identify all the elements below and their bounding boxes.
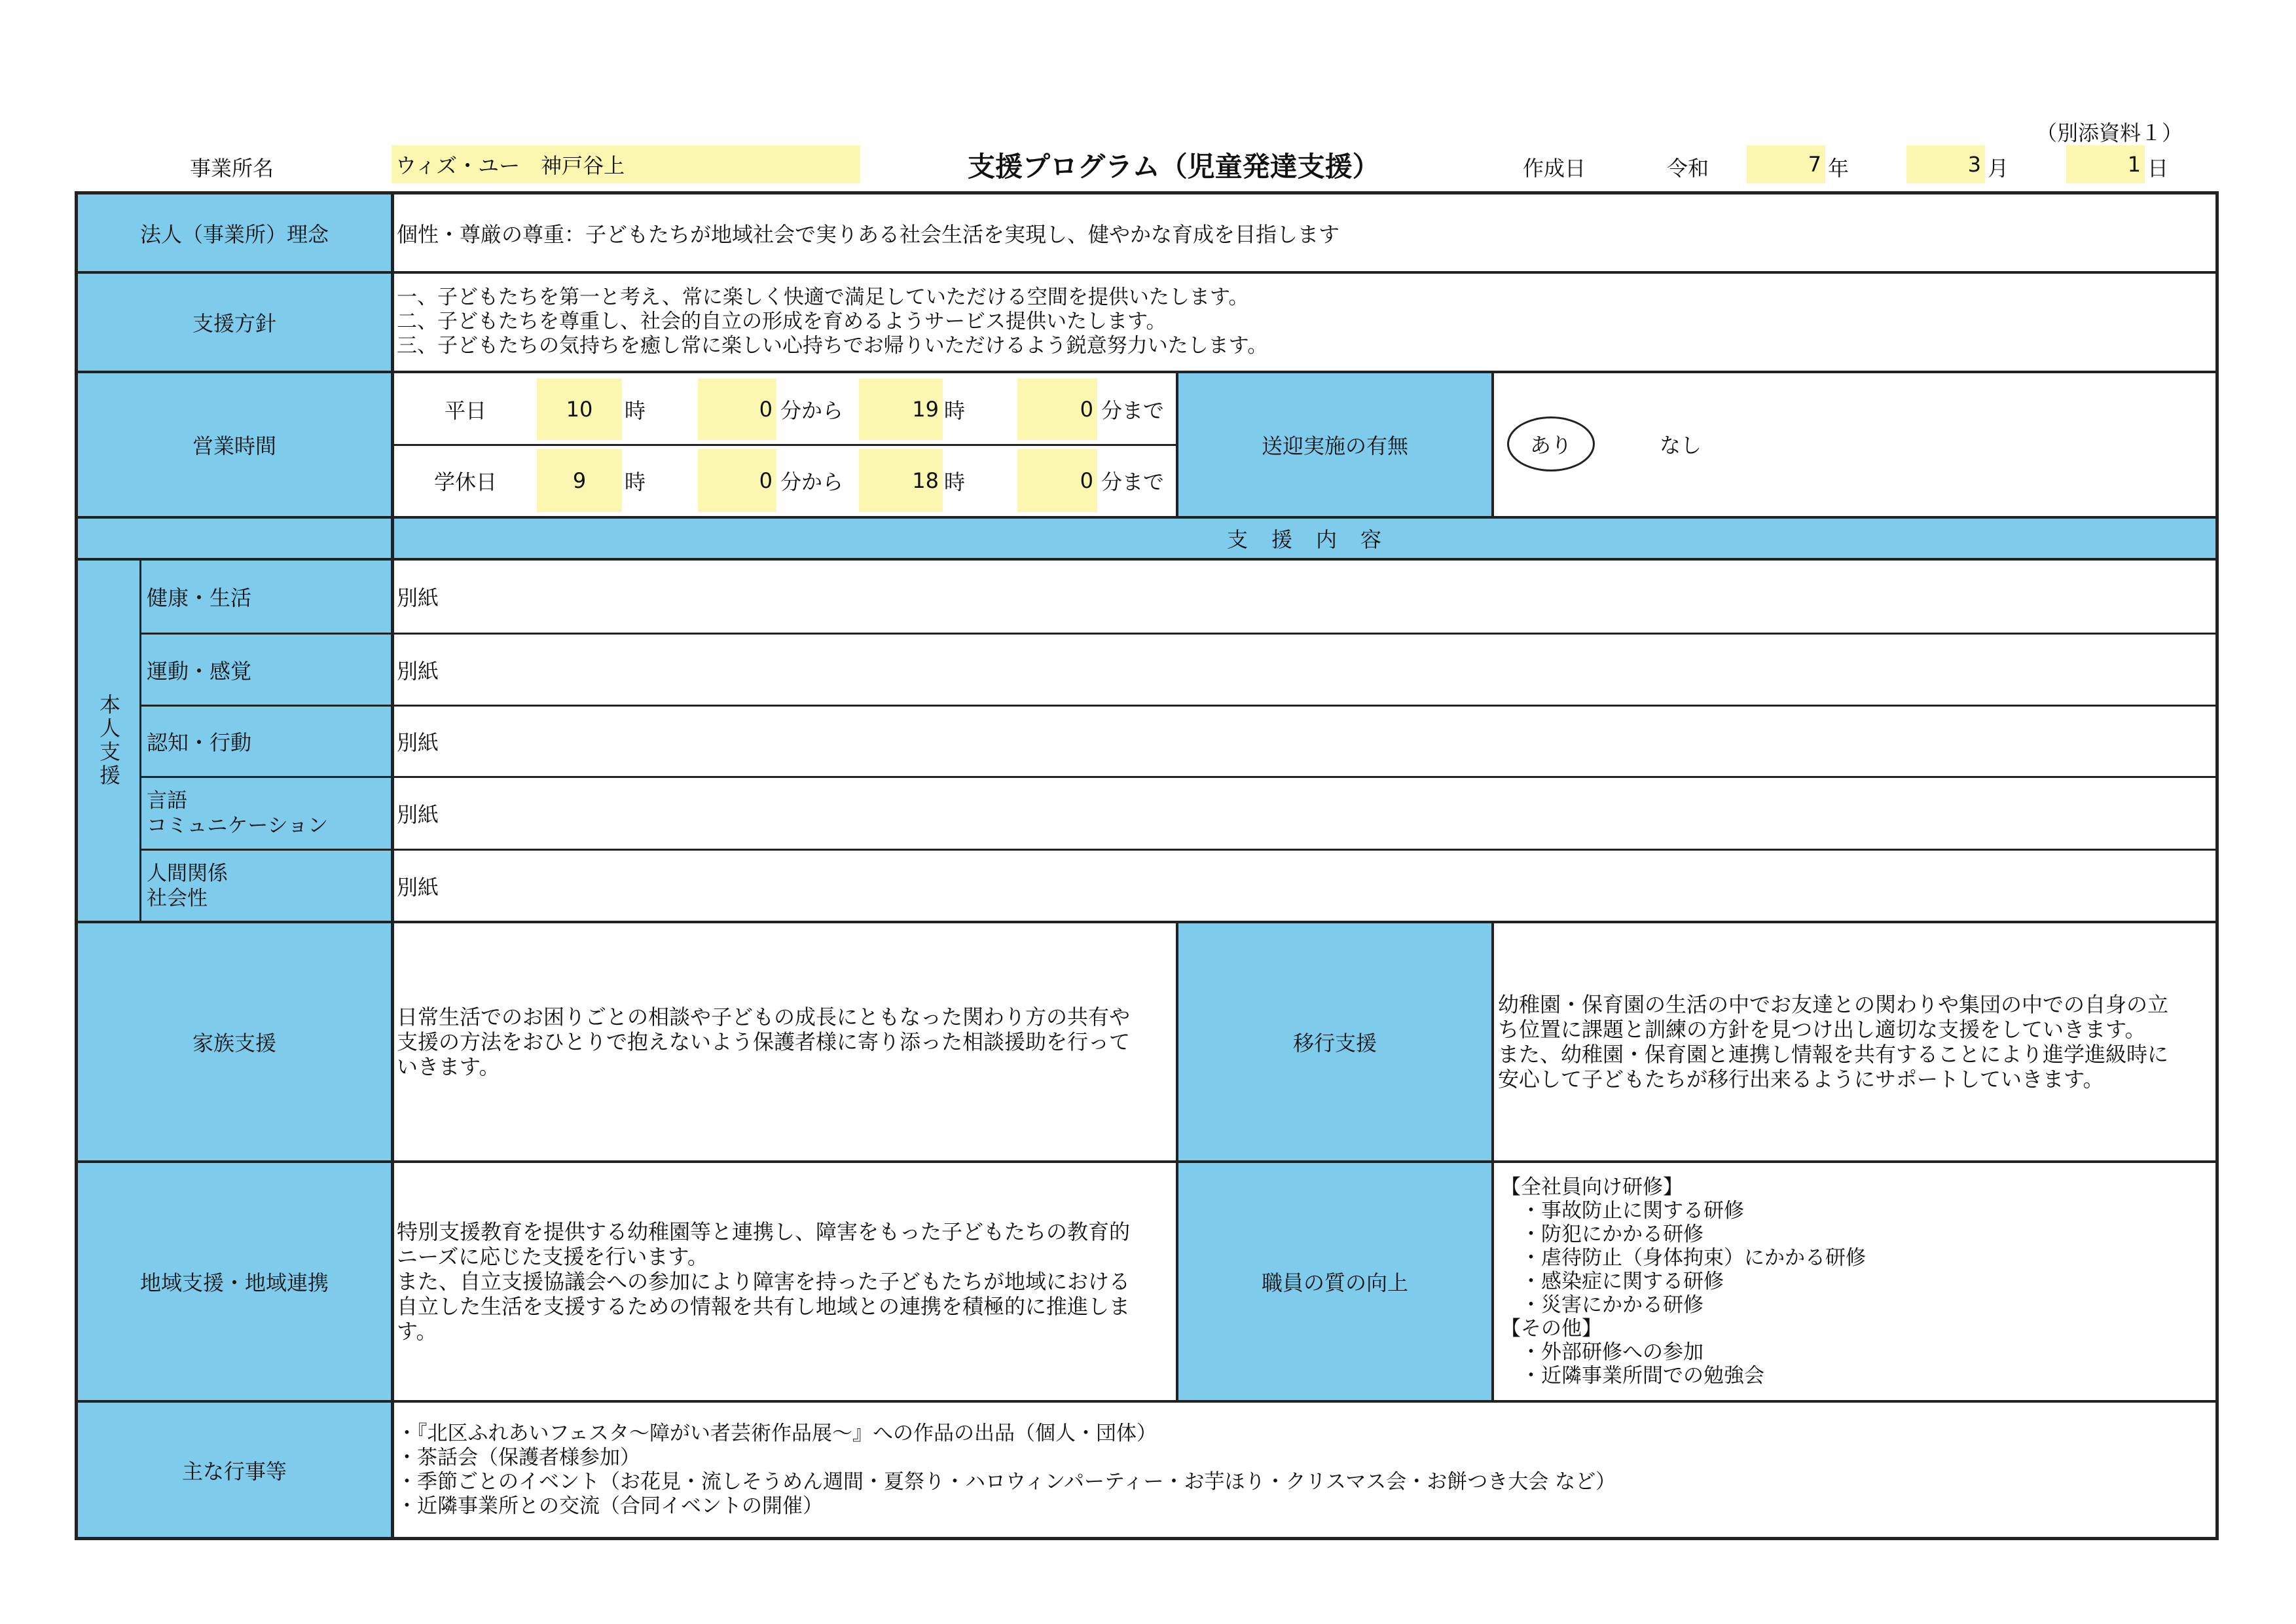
- family-support-text: 日常生活でのお困りごとの相談や子どもの成長にともなった関わり方の共有や 支援の方法をおひとりで抱えないよう保護者様に寄り添った相談援助を行って いきます。: [397, 1005, 1131, 1079]
- support-content-header: 支 援 内 容: [394, 519, 2215, 558]
- to-unit: 分まで: [1101, 470, 1165, 494]
- policy-label: 支援方針: [78, 274, 391, 371]
- hours-holiday-label: 学休日: [433, 470, 497, 494]
- from-unit: 分から: [780, 398, 844, 423]
- events-text: ・『北区ふれあいフェスタ～障がい者芸術作品展～』への作品の出品（個人・団体） ・茶話会（保護者様参加） ・季節ごとのイベント（お花見・流しそうめん週間・夏祭り・ハロウィンパーティー・お芋ほり・クリスマス会・お餅つき大会 など） ・近隣事業所との交流（合同イベントの開催）: [397, 1421, 1616, 1518]
- year-unit: 年: [1828, 156, 1850, 181]
- created-label: 作成日: [1523, 156, 1586, 181]
- policy-list: [397, 286, 2210, 364]
- community-support-label: 地域支援・地域連携: [78, 1163, 391, 1400]
- weekday-end-hour[interactable]: 19: [859, 378, 943, 440]
- hour-unit: 時: [625, 470, 646, 494]
- community-support-text: 特別支援教育を提供する幼稚園等と連携し、障害をもった子どもたちの教育的 ニーズに応じた支援を行います。 また、自立支援協議会への参加により障害を持った子どもたちが地域における 自立した生活を支援するための情報を共有し地域との連携を積極的に推進しま す。: [397, 1219, 1131, 1344]
- philosophy-text: 個性・尊厳の尊重：子どもたちが地域社会で実りある社会生活を実現し、健やかな育成を目指します: [397, 221, 1340, 247]
- transition-support-label: 移行支援: [1178, 923, 1491, 1160]
- hour-unit: 時: [944, 398, 966, 423]
- from-unit: 分から: [780, 470, 844, 494]
- self-support-label: 本人支援: [96, 693, 121, 788]
- weekday-start-minute[interactable]: 0: [698, 378, 776, 440]
- office-name-field[interactable]: ウィズ・ユー 神戸谷上: [392, 145, 860, 183]
- policy-line: 一、子どもたちを第一と考え、常に楽しく快適で満足していただける空間を提供いたします。: [397, 286, 1249, 309]
- office-label: 事業所名: [190, 156, 274, 181]
- policy-line: 三、子どもたちの気持ちを癒し常に楽しい心持ちでお帰りいただけるよう鋭意努力いたします。: [397, 334, 1268, 358]
- year-field[interactable]: 7: [1747, 145, 1825, 183]
- month-unit: 月: [1988, 156, 2009, 181]
- page-title: 支援プログラム（児童発達支援）: [968, 151, 1380, 183]
- hour-unit: 時: [625, 398, 646, 423]
- to-unit: 分まで: [1101, 398, 1165, 423]
- weekday-start-hour[interactable]: 10: [537, 378, 622, 440]
- month-field[interactable]: 3: [1906, 145, 1985, 183]
- policy-line: 二、子どもたちを尊重し、社会的自立の形成を育めるようサービス提供いたします。: [397, 310, 1167, 333]
- transition-support-text: 幼稚園・保育園の生活の中でお友達との関わりや集団の中での自身の立 ち位置に課題と訓練の方針を見つけ出し適切な支援をしていきます。 また、幼稚園・保育園と連携し情報を共有することにより進学進級時に 安心して子どもたちが移行出来るようにサポートしていきます。: [1498, 992, 2169, 1092]
- holiday-start-hour[interactable]: 9: [537, 449, 622, 512]
- support-row-value-cognition: 別紙: [397, 730, 439, 755]
- events-label: 主な行事等: [78, 1403, 391, 1537]
- philosophy-label: 法人（事業所）理念: [78, 194, 391, 271]
- staff-quality-text: 【全社員向け研修】 ・事故防止に関する研修 ・防犯にかかる研修 ・虐待防止（身体拘束）にかかる研修 ・感染症に関する研修 ・災害にかかる研修 【その他】 ・外部研修への参加 ・近隣事業所間での勉強会: [1501, 1175, 1866, 1388]
- hours-label: 営業時間: [78, 373, 391, 516]
- weekday-end-minute[interactable]: 0: [1017, 378, 1097, 440]
- support-row-value-language: 別紙: [397, 802, 439, 827]
- day-unit: 日: [2147, 156, 2169, 181]
- era-label: 令和: [1667, 156, 1709, 181]
- transport-label: 送迎実施の有無: [1178, 373, 1491, 516]
- support-row-value-motor: 別紙: [397, 658, 439, 684]
- support-row-value-social: 別紙: [397, 875, 439, 900]
- transport-yes-option[interactable]: あり: [1507, 416, 1595, 471]
- support-header-blank: [78, 519, 391, 558]
- support-row-label-cognition: 認知・行動: [141, 707, 391, 776]
- day-field[interactable]: 1: [2066, 145, 2145, 183]
- support-row-label-health: 健康・生活: [141, 561, 391, 633]
- support-row-value-health: 別紙: [397, 585, 439, 610]
- hours-weekday-label: 平日: [444, 398, 486, 423]
- attachment-label: （別添資料１）: [2036, 120, 2183, 145]
- staff-quality-label: 職員の質の向上: [1178, 1163, 1491, 1400]
- holiday-end-minute[interactable]: 0: [1017, 449, 1097, 512]
- transport-no-option[interactable]: なし: [1659, 433, 1702, 458]
- support-row-label-motor: 運動・感覚: [141, 635, 391, 705]
- support-row-label-language: 言語 コミュニケーション: [141, 778, 391, 849]
- support-row-label-social: 人間関係 社会性: [141, 851, 391, 921]
- hour-unit: 時: [944, 470, 966, 494]
- holiday-end-hour[interactable]: 18: [859, 449, 943, 512]
- holiday-start-minute[interactable]: 0: [698, 449, 776, 512]
- family-support-label: 家族支援: [78, 923, 391, 1160]
- self-support-group: [78, 561, 139, 921]
